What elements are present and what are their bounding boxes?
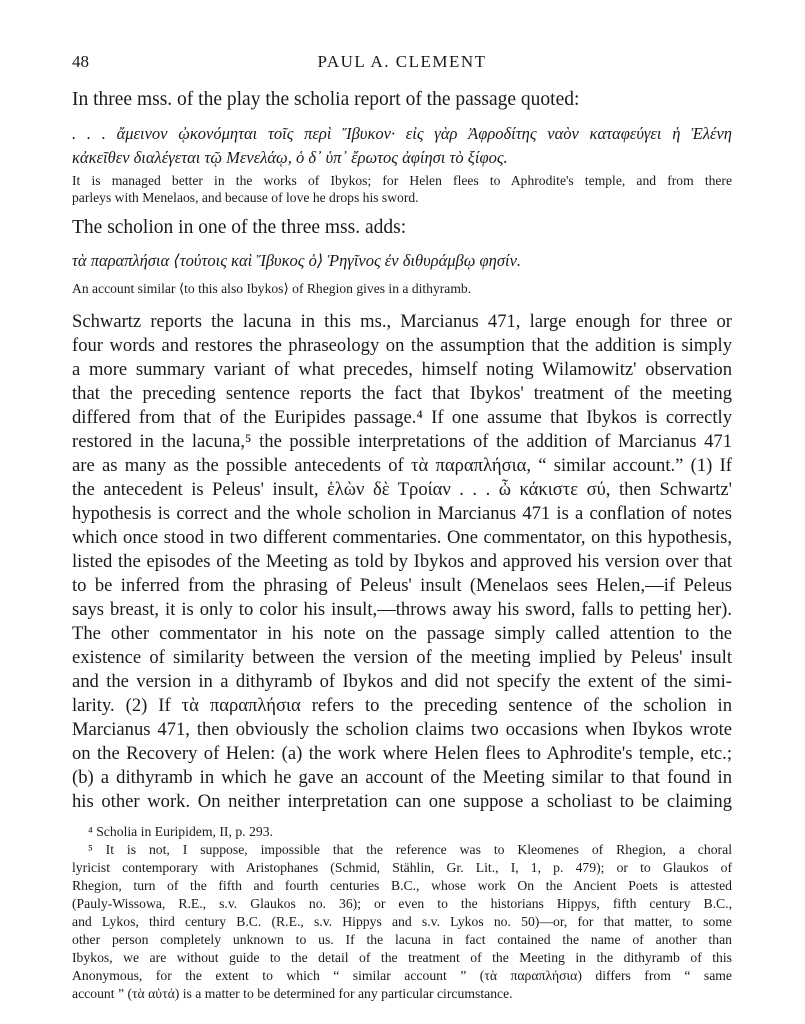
- body-line: listed the episodes of the Meeting as told by Ibykos and approved his version over that: [72, 551, 732, 572]
- footnote-5-line: and Lykos, third century B.C. (R.E., s.v. Hippys and s.v. Lykos no. 50)—or, for that matter, to some: [72, 914, 732, 929]
- body-line: to be inferred from the phrasing of Peleus' insult (Menelaos sees Helen,—if Peleus: [72, 575, 732, 596]
- footnote-4: ⁴ Scholia in Euripidem, II, p. 293.: [88, 824, 273, 839]
- translation-line: It is managed better in the works of Ibykos; for Helen flees to Aphrodite's temple, and from there: [72, 173, 732, 188]
- body-line: on the Recovery of Helen: (a) the work where Helen flees to Aphrodite's temple, etc.;: [72, 743, 732, 764]
- page-number: 48: [72, 52, 89, 71]
- body-line: says breast, it is only to color his insult,—throws away his sword, falls to petting her).: [72, 599, 732, 620]
- footnote-5-line: account ” (τὰ αὐτά) is a matter to be determined for any particular circumstance.: [72, 986, 513, 1001]
- greek-quote-line: τὰ παραπλήσια ⟨τούτοις καὶ Ἴβυκος ὁ⟩ Ῥηγῖνος ἐν διθυράμβῳ φησίν.: [72, 251, 522, 270]
- body-line: larity. (2) If τὰ παραπλήσια refers to the preceding sentence of the scholion in: [72, 695, 732, 716]
- body-line: The other commentator in his note on the passage simply called attention to the: [72, 623, 732, 644]
- body-line: which once stood in two different commentaries. One commentator, on this hypothesis,: [72, 527, 732, 548]
- body-line: Schwartz reports the lacuna in this ms., Marcianus 471, large enough for three or: [72, 311, 732, 332]
- footnote-5-line: Rhegion, turn of the fifth and fourth centuries B.C., whose work On the Ancient Poets is attested: [72, 878, 732, 893]
- translation-line: parleys with Menelaos, and because of love he drops his sword.: [72, 190, 419, 205]
- footnote-5-line: Anonymous, for the extent to which “ similar account ” (τὰ παραπλήσια) differs from “ same: [72, 968, 732, 983]
- body-line: four words and restores the phraseology on the assumption that the addition is simply: [72, 335, 732, 356]
- body-line: differed from that of the Euripides passage.⁴ If one assume that Ibykos is correctly: [72, 407, 732, 428]
- footnote-5-line: ⁵ It is not, I suppose, impossible that the reference was to Kleomenes of Rhegion, a choral: [88, 842, 732, 857]
- footnote-5-line: (Pauly-Wissowa, R.E., s.v. Glaukos no. 36); or even to the historians Hippys, fifth century B.C.,: [72, 896, 732, 911]
- body-line: hypothesis is correct and the whole scholion in Marcianus 471 is a conflation of notes: [72, 503, 732, 524]
- body-line: Marcianus 471, then obviously the scholion claims two occasions when Ibykos wrote: [72, 719, 732, 740]
- body-line: the antecedent is Peleus' insult, ἑλὼν δὲ Τροίαν . . . ὦ κάκιστε σύ, then Schwartz': [72, 479, 732, 500]
- body-line: restored in the lacuna,⁵ the possible interpretations of the addition of Marcianus 471: [72, 431, 732, 452]
- body-line: that the preceding sentence reports the fact that Ibykos' treatment of the meeting: [72, 383, 732, 404]
- footnote-5-line: Ibykos, we are without guide to the detail of the treatment of the Meeting in the dithyramb of this: [72, 950, 732, 965]
- translation-line: An account similar ⟨to this also Ibykos⟩ of Rhegion gives in a dithyramb.: [72, 281, 472, 296]
- intro-line: In three mss. of the play the scholia report of the passage quoted:: [72, 89, 580, 110]
- body-line: his other work. On neither interpretation can one suppose a scholiast to be claiming: [72, 791, 732, 812]
- greek-quote-line: κἀκεῖθεν διαλέγεται τῷ Μενελάῳ, ὁ δ᾽ ὑπ᾽ ἔρωτος ἀφίησι τὸ ξίφος.: [72, 148, 508, 167]
- body-line: are as many as the possible antecedents of τὰ παραπλήσια, “ similar account.” (1) If: [72, 455, 732, 476]
- footnote-5-line: lyricist contemporary with Aristophanes (Schmid, Stählin, Gr. Lit., I, 1, p. 479); or to Glaukos of: [72, 860, 732, 875]
- page-header: [72, 52, 732, 76]
- body-line: (b) a dithyramb in which he gave an account of the Meeting similar to that found in: [72, 767, 732, 788]
- footnote-5-line: other person completely unknown to us. If the lacuna in fact contained the name of another than: [72, 932, 732, 947]
- body-line: and the version in a dithyramb of Ibykos and did not specify the extent of the simi-: [72, 671, 732, 692]
- scholion-intro: The scholion in one of the three mss. adds:: [72, 217, 407, 238]
- running-head: PAUL A. CLEMENT: [317, 52, 487, 71]
- body-line: existence of similarity between the version of the meeting implied by Peleus' insult: [72, 647, 732, 668]
- greek-quote-line: . . . ἄμεινον ᾠκονόμηται τοῖς περὶ Ἴβυκον· εἰς γὰρ Ἀφροδίτης ναὸν καταφεύγει ἡ Ἑλένη: [72, 124, 732, 143]
- body-line: a more summary variant of what precedes, himself noting Wilamowitz' observation: [72, 359, 732, 380]
